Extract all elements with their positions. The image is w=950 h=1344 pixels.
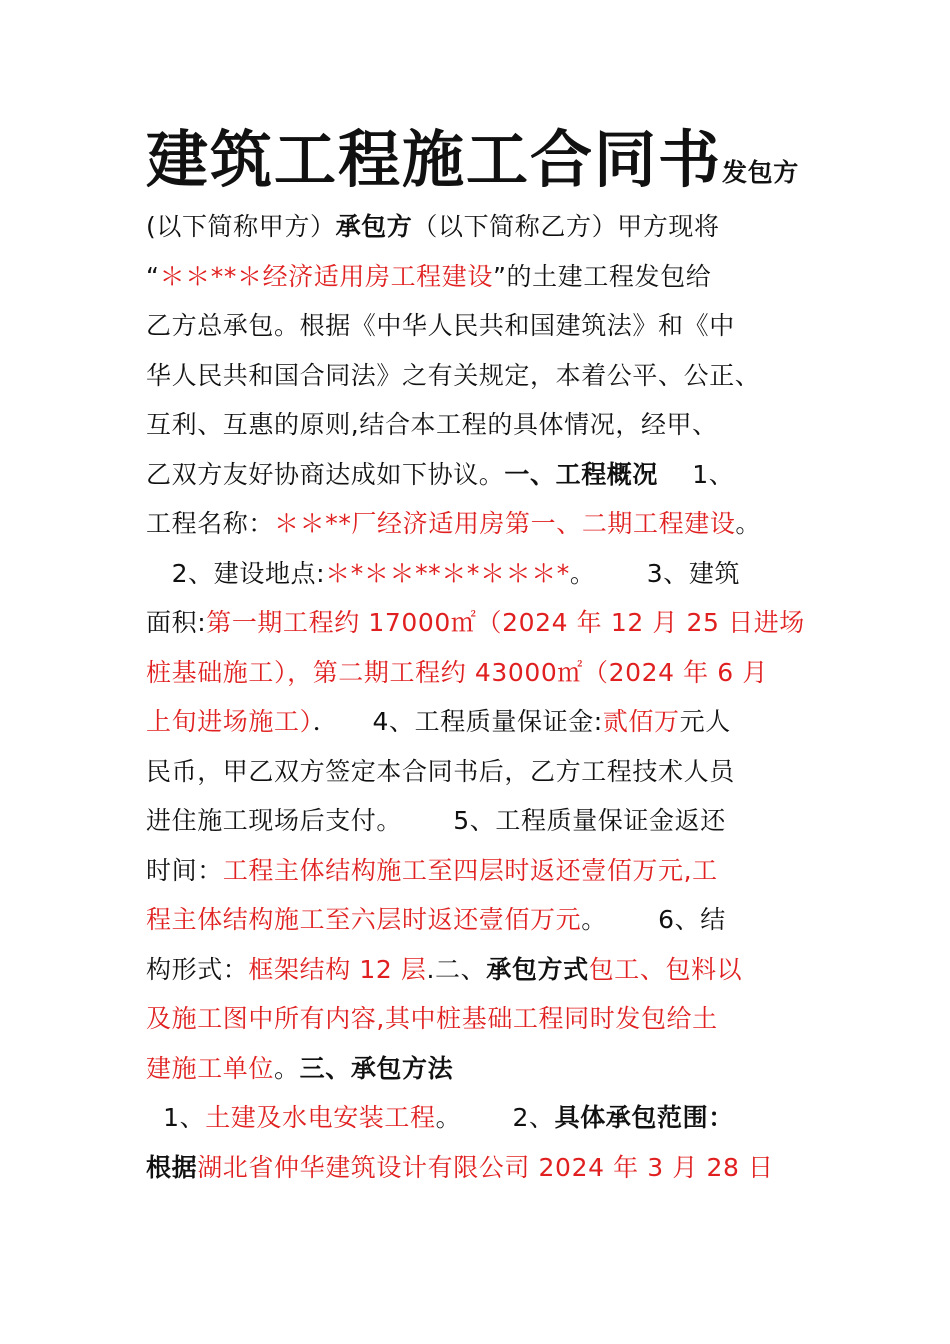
text-line	[146, 311, 735, 340]
text-line	[146, 806, 726, 835]
highlighted-text: 建施工单位	[146, 1053, 275, 1083]
highlighted-text: 桩基础施工），第二期工程约 43000㎡（2024 年 6 月	[146, 657, 768, 687]
text-line	[146, 608, 805, 637]
body-text: 进住施工现场后支付。 5、工程质量保证金返还	[146, 806, 726, 835]
body-text: 乙双方友好协商达成如下协议。	[146, 459, 505, 489]
body-text: 面积:	[146, 608, 207, 637]
text-line	[146, 212, 720, 241]
highlighted-text: ＊＊**厂经济适用房第一、二期工程建设	[274, 509, 736, 538]
bold-heading-text: 根据	[146, 1152, 198, 1182]
bold-heading-text: 发包方	[722, 158, 799, 187]
body-text: 1、	[658, 459, 735, 489]
body-text: 华人民共和国合同法》之有关规定，本着公平、公正、	[146, 360, 761, 390]
text-line	[146, 1004, 718, 1033]
body-text: 构形式：	[146, 954, 249, 984]
highlighted-text: ＊*＊＊**＊*＊＊＊*	[325, 558, 570, 588]
highlighted-text: 及施工图中所有内容,其中桩基础工程同时发包给土	[146, 1004, 718, 1033]
highlighted-text: 框架结构 12 层	[248, 954, 427, 984]
text-line	[146, 757, 735, 786]
text-line	[146, 509, 761, 538]
body-text: ． 4、工程质量保证金:	[312, 707, 603, 736]
body-text: 2、建设地点:	[146, 558, 326, 588]
body-text: 。	[274, 1053, 300, 1083]
text-line	[146, 1153, 774, 1182]
body-text: 民币，甲乙双方签定本合同书后，乙方工程技术人员	[146, 756, 735, 786]
body-text: 时间：	[146, 855, 223, 885]
text-line	[146, 905, 726, 934]
document-title: 建筑工程施工合同书	[146, 123, 723, 196]
text-line	[146, 707, 731, 736]
document-body	[146, 118, 810, 1192]
bold-heading-text: 一、工程概况	[504, 459, 659, 489]
bold-heading-text: 三、承包方法	[299, 1053, 454, 1083]
body-text: 元人	[679, 707, 731, 736]
highlighted-text: 上旬进场施工）	[146, 707, 313, 736]
text-line	[146, 856, 718, 885]
highlighted-text: ＊＊**＊经济适用房工程建设	[159, 261, 493, 291]
body-text: 互利、互惠的原则,结合本工程的具体情况，经甲、	[146, 410, 718, 439]
highlighted-text: 湖北省仲华建筑设计有限公司 2024 年 3 月 28 日	[197, 1152, 774, 1182]
highlighted-text: 包工、包料以	[588, 954, 743, 984]
text-line	[146, 559, 740, 588]
body-text: (以下简称甲方）	[146, 212, 336, 241]
text-line	[146, 460, 734, 489]
body-text: 1、	[146, 1103, 206, 1132]
body-text: “	[146, 261, 160, 291]
body-text: 乙方总承包。根据《中华人民共和国建筑法》和《中	[146, 311, 735, 340]
body-text: 。 3、建筑	[569, 558, 741, 588]
body-text: ”的土建工程发包给	[492, 261, 712, 291]
text-line	[146, 658, 768, 687]
highlighted-text: 程主体结构施工至六层时返还壹佰万元	[146, 905, 582, 934]
highlighted-text: 第一期工程约 17000㎡（2024 年 12 月 25 日进场	[206, 608, 805, 637]
body-text: （以下简称乙方）甲方现将	[412, 212, 720, 241]
bold-heading-text: 承包方	[335, 212, 413, 241]
text-line	[146, 361, 760, 390]
text-line	[146, 410, 718, 439]
highlighted-text: 工程主体结构施工至四层时返还壹佰万元,工	[222, 855, 718, 885]
body-text: 工程名称：	[146, 509, 275, 538]
bold-heading-text: 承包方式	[486, 954, 589, 984]
highlighted-text: 贰佰万	[602, 707, 680, 736]
text-line	[722, 158, 799, 187]
text-line	[146, 262, 711, 291]
body-text: 。 6、结	[581, 905, 726, 934]
text-line	[146, 955, 742, 984]
text-line	[146, 1054, 453, 1083]
body-text: 。	[735, 509, 762, 538]
highlighted-text: 土建及水电安装工程	[205, 1103, 436, 1132]
body-text: .二、	[426, 954, 487, 984]
text-line	[146, 1103, 734, 1132]
body-text: 。 2、	[435, 1103, 555, 1132]
bold-heading-text: 具体承包范围：	[554, 1103, 734, 1132]
